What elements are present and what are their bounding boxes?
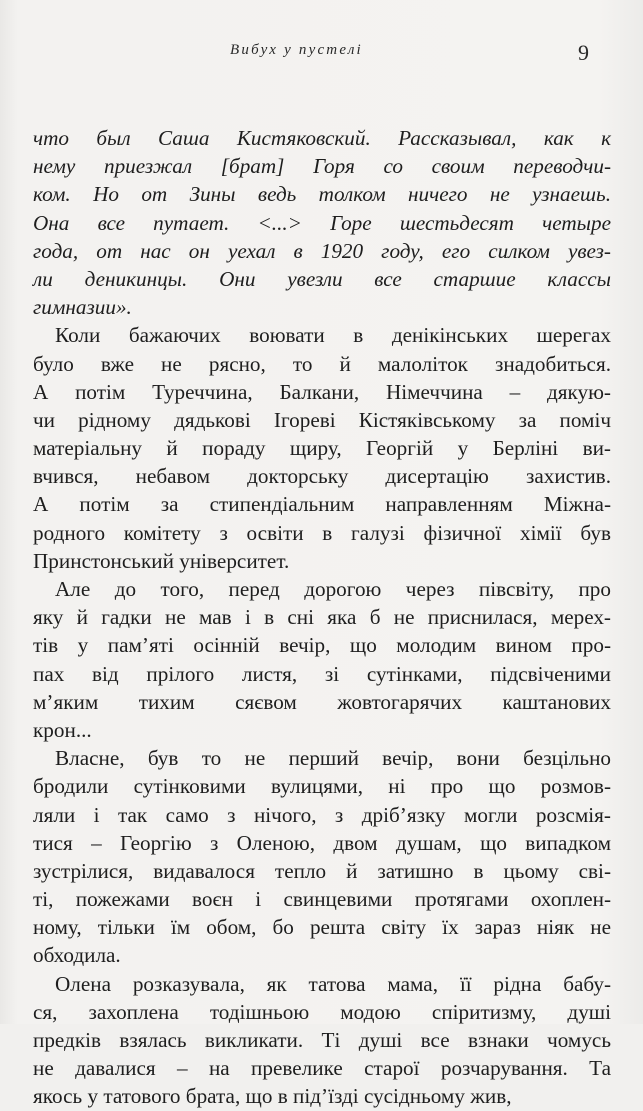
text-line: вчився, небавом докторську дисертацію захистив.	[33, 464, 611, 489]
text-line: А потім за стипендіальним направленням Міжна-	[33, 492, 611, 517]
text-line: года, от нас он уехал в 1920 году, его силком увез-	[33, 238, 611, 263]
text-line: пах від прілого листя, зі сутінками, підсвіченими	[33, 661, 611, 686]
text-line: ли деникинцы. Они увезли все старшие классы	[33, 266, 611, 291]
text-line: Власне, був то не перший вечір, вони безцільно	[55, 746, 611, 771]
text-line: ляли і так само з нічого, з дріб’язку могли розсмія-	[33, 802, 611, 827]
text-line: якось у татового брата, що в під’їзді сусідньому жив,	[33, 1084, 512, 1109]
text-line: чи рідному дядькові Ігореві Кістяківському за поміч	[33, 407, 611, 432]
text-line: тися – Георгію з Оленою, двом душам, що випадком	[33, 830, 611, 855]
text-line: предків взялась викликати. Ті душі все взнаки чомусь	[33, 1028, 611, 1052]
body-text	[33, 124, 611, 1111]
text-line: Принстонський університет.	[33, 548, 290, 573]
running-head	[0, 40, 643, 64]
text-line: було вже не рясно, то й малоліток знадобиться.	[33, 351, 611, 376]
text-line: тів у пам’яті осінній вечір, що молодим вином про-	[33, 633, 611, 658]
paragraph	[33, 321, 611, 575]
text-line: не давалися – на превелике старої розчарування. Та	[33, 1056, 611, 1081]
text-line: нему приезжал [брат] Горя со своим переводчи-	[33, 154, 611, 179]
text-line: м’яким тихим сяєвом жовтогарячих каштанових	[33, 689, 611, 714]
text-line: обходила.	[33, 943, 121, 968]
text-line: что был Саша Кистяковский. Рассказывал, как к	[33, 126, 611, 150]
text-line: родного комітету з освіти в галузі фізичної хімії був	[33, 520, 611, 545]
text-line: ному, тільки їм обом, бо решта світу їх зараз ніяк не	[33, 915, 611, 940]
text-line: гимназии».	[33, 295, 132, 320]
text-line: Коли бажаючих воювати в денікінських шерегах	[55, 323, 611, 348]
text-line: А потім Туреччина, Балкани, Німеччина – дякую-	[33, 379, 611, 404]
paragraph	[33, 744, 611, 970]
page-number: 9	[578, 40, 589, 65]
text-line: зустрілися, видавалося тепло й затишно в цьому сві-	[33, 858, 611, 883]
text-line: Але до того, перед дорогою через півсвіту, про	[55, 577, 611, 601]
text-line: Она все путает. <...> Горе шестьдесят четыре	[33, 210, 611, 235]
text-line: яку й гадки не мав і в сні яка б не приснилася, мерех-	[33, 605, 611, 630]
running-title: Вибух у пустелі	[230, 42, 363, 58]
text-line: ті, пожежами воєн і свинцевими протягами охоплен-	[33, 887, 611, 912]
text-line: ся, захоплена тодішньою модою спіритизму, душі	[33, 999, 611, 1024]
text-line: крон...	[33, 717, 92, 742]
paragraph	[33, 575, 611, 744]
text-line: Олена розказувала, як татова мама, її рідна бабу-	[55, 971, 611, 996]
paragraph	[33, 970, 611, 1111]
text-line: бродили сутінковими вулицями, ні про що розмов-	[33, 774, 611, 799]
text-line: матеріальну й пораду щиру, Георгій у Берліні ви-	[33, 436, 611, 461]
text-line: ком. Но от Зины ведь толком ничего не узнаешь.	[33, 182, 611, 207]
paragraph	[33, 124, 611, 321]
